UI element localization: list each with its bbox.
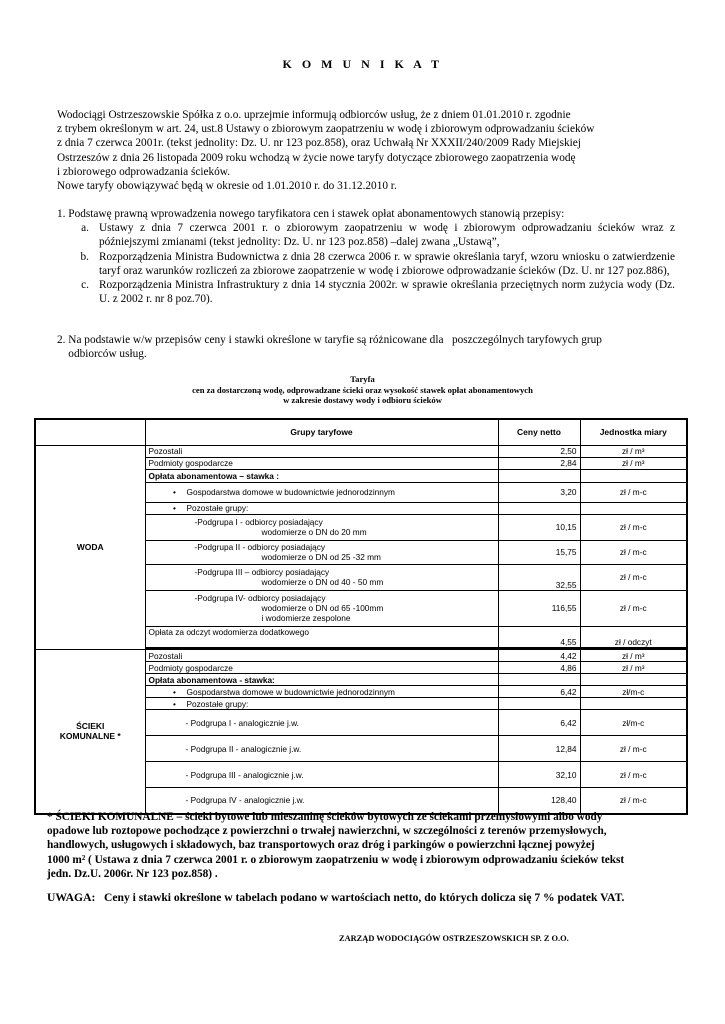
item-marker: b.: [80, 250, 89, 263]
footnote-line: * ŚCIEKI KOMUNALNE – ścieki bytowe lub mieszaninę ścieków bytowych ze ściekami przemysłowymi albo wody: [47, 811, 603, 823]
differentiation-section: [57, 333, 675, 361]
row-label: - Podgrupa IV - analogicznie j.w.: [145, 788, 498, 814]
legal-basis-item: [57, 221, 675, 249]
row-unit: zł / m-c: [580, 540, 687, 564]
row-label: • Gospodarstwa domowe w budownictwie jednorodzinnym: [145, 482, 498, 502]
group-label-line: ŚCIEKI: [76, 721, 105, 732]
row-label-line: i wodomierze zespolone: [261, 613, 351, 623]
row-label: Podmioty gospodarcze: [145, 457, 498, 469]
row-price: 4,55: [498, 626, 580, 648]
tariff-title: Taryfa: [350, 374, 375, 384]
row-label-line: -Podgrupa III – odbiorcy posiadający: [194, 567, 330, 577]
item-marker: c.: [81, 279, 89, 292]
intro-line: Ostrzeszów z dnia 26 listopada 2009 roku wchodzą w życie nowe taryfy dotyczące zbiorowego zaopatrzenia wodę: [57, 151, 576, 164]
row-price: 3,20: [498, 482, 580, 502]
row-label-line: wodomierze o DN od 25 -32 mm: [261, 552, 381, 562]
footnote-line: opadowe lub roztopowe pochodzące z powierzchni o trwałej nawierzchni, w szczególności z terenów przemysłowych,: [47, 825, 607, 838]
table-row: [35, 650, 687, 662]
row-label: Pozostali: [145, 650, 498, 662]
row-label: Opłata abonamentowa – stawka :: [145, 469, 498, 482]
row-unit: [580, 502, 687, 514]
row-unit: zł/m-c: [580, 686, 687, 698]
row-price: [498, 469, 580, 482]
row-label: [145, 514, 498, 540]
row-price: 10,15: [498, 514, 580, 540]
row-label-line: wodomierze o DN od 40 - 50 mm: [261, 577, 384, 587]
row-unit: zł / m³: [580, 650, 687, 662]
row-label: [145, 540, 498, 564]
header-price: Ceny netto: [498, 419, 580, 445]
footnote-paragraph: [47, 810, 681, 881]
row-label-line: -Podgrupa I - odbiorcy posiadający: [194, 517, 323, 527]
row-price: 32,10: [498, 762, 580, 788]
row-price: 128,40: [498, 788, 580, 814]
row-unit: zł / m³: [580, 445, 687, 457]
item-text: Rozporządzenia Ministra Budownictwa z dnia 28 czerwca 2006 r. w sprawie określania taryf, wzoru wniosku o zatwierdzenie taryf oraz warunków rozliczeń za zbiorowe zaopatrzenie w wodę i zbiorowe odprowadzanie ścieków (Dz. U. nr 127 poz.886),: [99, 250, 675, 277]
row-label: Podmioty gospodarcze: [145, 662, 498, 674]
row-label: - Podgrupa III - analogicznie j.w.: [145, 762, 498, 788]
row-price: 116,55: [498, 590, 580, 626]
row-label: Opłata za odczyt wodomierza dodatkowego: [145, 626, 498, 648]
row-unit: zł / m-c: [580, 762, 687, 788]
row-price: [498, 502, 580, 514]
row-price: 32,55: [498, 564, 580, 590]
table-row: [35, 445, 687, 457]
row-price: 2,84: [498, 457, 580, 469]
row-unit: zł / m-c: [580, 482, 687, 502]
row-label-line: wodomierze o DN do 20 mm: [261, 527, 367, 537]
row-price: 4,42: [498, 650, 580, 662]
footnote-line: jedn. Dz.U. 2006r. Nr 123 poz.858) .: [47, 867, 218, 880]
row-price: 4,86: [498, 662, 580, 674]
legal-basis-item: [57, 250, 675, 278]
footnote-line: handlowych, usługowych i składowych, baz transportowych oraz dróg i parkingów o powierzchni łącznej powyżej: [47, 839, 595, 852]
intro-line: z trybem określonym w art. 24, ust.8 Ustawy o zbiorowym zaopatrzeniu w wodę i zbiorowym odprowadzaniu ścieków: [57, 123, 595, 136]
footnote-line: 1000 m² ( Ustawa z dnia 7 czerwca 2001 r. o zbiorowym zaopatrzeniu w wodę i zbiorowym odprowadzaniu ścieków tekst: [47, 853, 625, 866]
row-price: [498, 674, 580, 686]
item-marker: a.: [81, 222, 89, 235]
row-label: - Podgrupa II - analogicznie j.w.: [145, 736, 498, 762]
row-unit: zł / m-c: [580, 736, 687, 762]
row-label-line: -Podgrupa IV- odbiorcy posiadający: [194, 593, 326, 603]
row-unit: zł / odczyt: [580, 626, 687, 648]
intro-line: Nowe taryfy obowiązywać będą w okresie od 1.01.2010 r. do 31.12.2010 r.: [57, 180, 397, 193]
group-scieki: [35, 650, 145, 814]
row-unit: [580, 469, 687, 482]
row-label: • Pozostałe grupy:: [145, 502, 498, 514]
row-unit: zł / m-c: [580, 590, 687, 626]
row-price: 2,50: [498, 445, 580, 457]
row-price: 6,42: [498, 686, 580, 698]
item-text: Rozporządzenia Ministra Infrastruktury z dnia 14 stycznia 2002r. w sprawie określania przeciętnych norm zużycia wody (Dz. U. z 2002 r. nr 8 poz.70).: [99, 279, 675, 306]
signature: ZARZĄD WODOCIĄGÓW OSTRZESZOWSKICH SP. Z O.O.: [339, 934, 569, 943]
tariff-subtitle: cen za dostarczoną wodę, odprowadzane ścieki oraz wysokość stawek opłat abonamentowych: [192, 384, 533, 395]
row-price: 6,42: [498, 710, 580, 736]
header-empty: [35, 419, 145, 445]
row-unit: [580, 674, 687, 686]
item-text: Ustawy z dnia 7 czerwca 2001 r. o zbiorowym zaopatrzeniu w wodę i zbiorowym odprowadzaniu ścieków wraz z późniejszymi zmianami (tekst jednolity: Dz. U. nr 123 poz.858) –dalej zwana „Ustawą”,: [99, 222, 675, 249]
legal-basis-lead: 1. Podstawę prawną wprowadzenia nowego taryfikatora cen i stawek opłat abonamentowych stanowią przepisy:: [57, 208, 565, 220]
group-label-line: KOMUNALNE *: [59, 731, 121, 742]
row-price: 12,84: [498, 736, 580, 762]
intro-line: Wodociągi Ostrzeszowskie Spółka z o.o. uprzejmie informują odbiorców usług, że z dniem 01.01.2010 r. zgodnie: [57, 109, 571, 121]
vat-notice: UWAGA: Ceny i stawki określone w tabelach podano w wartościach netto, do których dolicza się 7 % podatek VAT.: [47, 891, 625, 904]
row-label: [145, 564, 498, 590]
row-label: Pozostali: [145, 445, 498, 457]
section2-line: 2. Na podstawie w/w przepisów ceny i stawki określone w taryfie są różnicowane dla poszczególnych taryfowych grup: [57, 334, 602, 346]
row-label-line: wodomierze o DN od 65 -100mm: [261, 603, 384, 613]
section2-line: odbiorców usług.: [57, 348, 147, 361]
row-unit: zł / m-c: [580, 564, 687, 590]
legal-basis-section: [57, 207, 675, 306]
intro-line: i zbiorowego odprowadzania ścieków.: [57, 165, 231, 178]
row-unit: zł / m³: [580, 457, 687, 469]
tariff-table: [34, 418, 688, 815]
row-label: • Gospodarstwa domowe w budownictwie jednorodzinnym: [145, 686, 498, 698]
intro-paragraph: [57, 108, 672, 193]
row-label-line: -Podgrupa II - odbiorcy posiadający: [194, 542, 326, 552]
row-label: - Podgrupa I - analogicznie j.w.: [145, 710, 498, 736]
tariff-subtitle: w zakresie dostawy wody i odbioru ścieków: [283, 395, 442, 405]
tariff-heading: [0, 374, 725, 406]
row-unit: zł / m-c: [580, 788, 687, 814]
row-label: [145, 590, 498, 626]
header-unit: Jednostka miary: [580, 419, 687, 445]
row-unit: [580, 698, 687, 710]
header-group: Grupy taryfowe: [145, 419, 498, 445]
row-price: [498, 698, 580, 710]
row-label: Opłata abonamentowa - stawka:: [145, 674, 498, 686]
row-unit: zł/m-c: [580, 710, 687, 736]
intro-line: z dnia 7 czerwca 2001r. (tekst jednolity: Dz. U. nr 123 poz.858), oraz Uchwałą Nr XXXII/240/2009 Rady Miejskiej: [57, 137, 581, 150]
row-unit: zł / m³: [580, 662, 687, 674]
table-header-row: [35, 419, 687, 445]
document-title: K O M U N I K A T: [282, 57, 443, 71]
row-label: • Pozostałe grupy:: [145, 698, 498, 710]
legal-basis-item: [57, 278, 675, 306]
group-woda: WODA: [35, 445, 145, 650]
row-price: 15,75: [498, 540, 580, 564]
row-unit: zł / m-c: [580, 514, 687, 540]
